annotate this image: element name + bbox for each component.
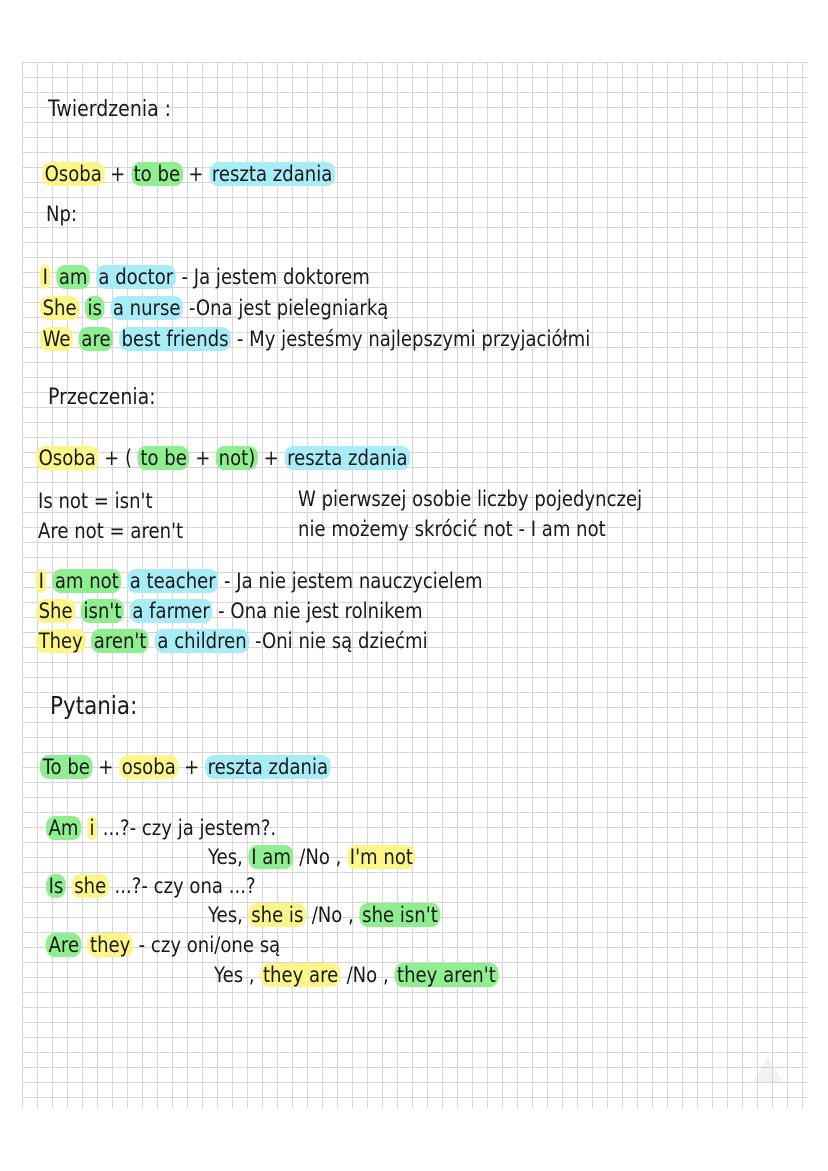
answer-line: Yes, she is /No , she isn't [208, 901, 440, 929]
note-line: nie możemy skrócić not - I am not [298, 517, 606, 541]
formula-negative: Osoba + ( to be + not) + reszta zdania [36, 444, 410, 472]
formula-to-be: to be [138, 446, 190, 470]
answer-line: Yes , they are /No , they aren't [214, 961, 498, 989]
formula-rest: reszta zdania [285, 446, 411, 470]
example-line: She is a nurse -Ona jest pielegniarką [40, 294, 388, 322]
question-line: Am i ...?- czy ja jestem?. [46, 814, 276, 842]
example-line: I am not a teacher - Ja nie jestem nauczycielem [36, 567, 483, 595]
heading-questions: Pytania: [50, 691, 138, 720]
formula-person: osoba [119, 755, 178, 779]
formula-rest: reszta zdania [209, 162, 335, 186]
answer-line: Yes, I am /No , I'm not [208, 843, 416, 871]
formula-questions: To be + osoba + reszta zdania [40, 753, 331, 781]
example-line: They aren't a children -Oni nie są dziećmi [36, 627, 428, 655]
note-line: W pierwszej osobie liczby pojedynczej [298, 487, 643, 511]
example-line: I am a doctor - Ja jestem doktorem [40, 263, 370, 291]
formula-person: Osoba [36, 446, 98, 470]
formula-person: Osoba [42, 162, 104, 186]
heading-negative: Przeczenia: [48, 385, 156, 410]
contraction-line: Is not = isn't [38, 489, 153, 513]
watermark-icon [748, 1048, 788, 1088]
formula-affirmative: Osoba + to be + reszta zdania [42, 160, 335, 188]
example-line: We are best friends - My jesteśmy najlepszymi przyjaciółmi [40, 325, 590, 353]
formula-rest: reszta zdania [205, 755, 331, 779]
example-line: She isn't a farmer - Ona nie jest rolnikem [36, 597, 423, 625]
formula-to-be: To be [40, 755, 93, 779]
question-line: Are they - czy oni/one są [46, 931, 280, 959]
heading-affirmative: Twierdzenia : [48, 97, 172, 122]
formula-to-be: to be [131, 162, 183, 186]
question-line: Is she ...?- czy ona ...? [46, 872, 256, 900]
example-label: Np: [46, 202, 78, 226]
contraction-line: Are not = aren't [38, 519, 184, 543]
formula-not: not) [216, 446, 258, 470]
